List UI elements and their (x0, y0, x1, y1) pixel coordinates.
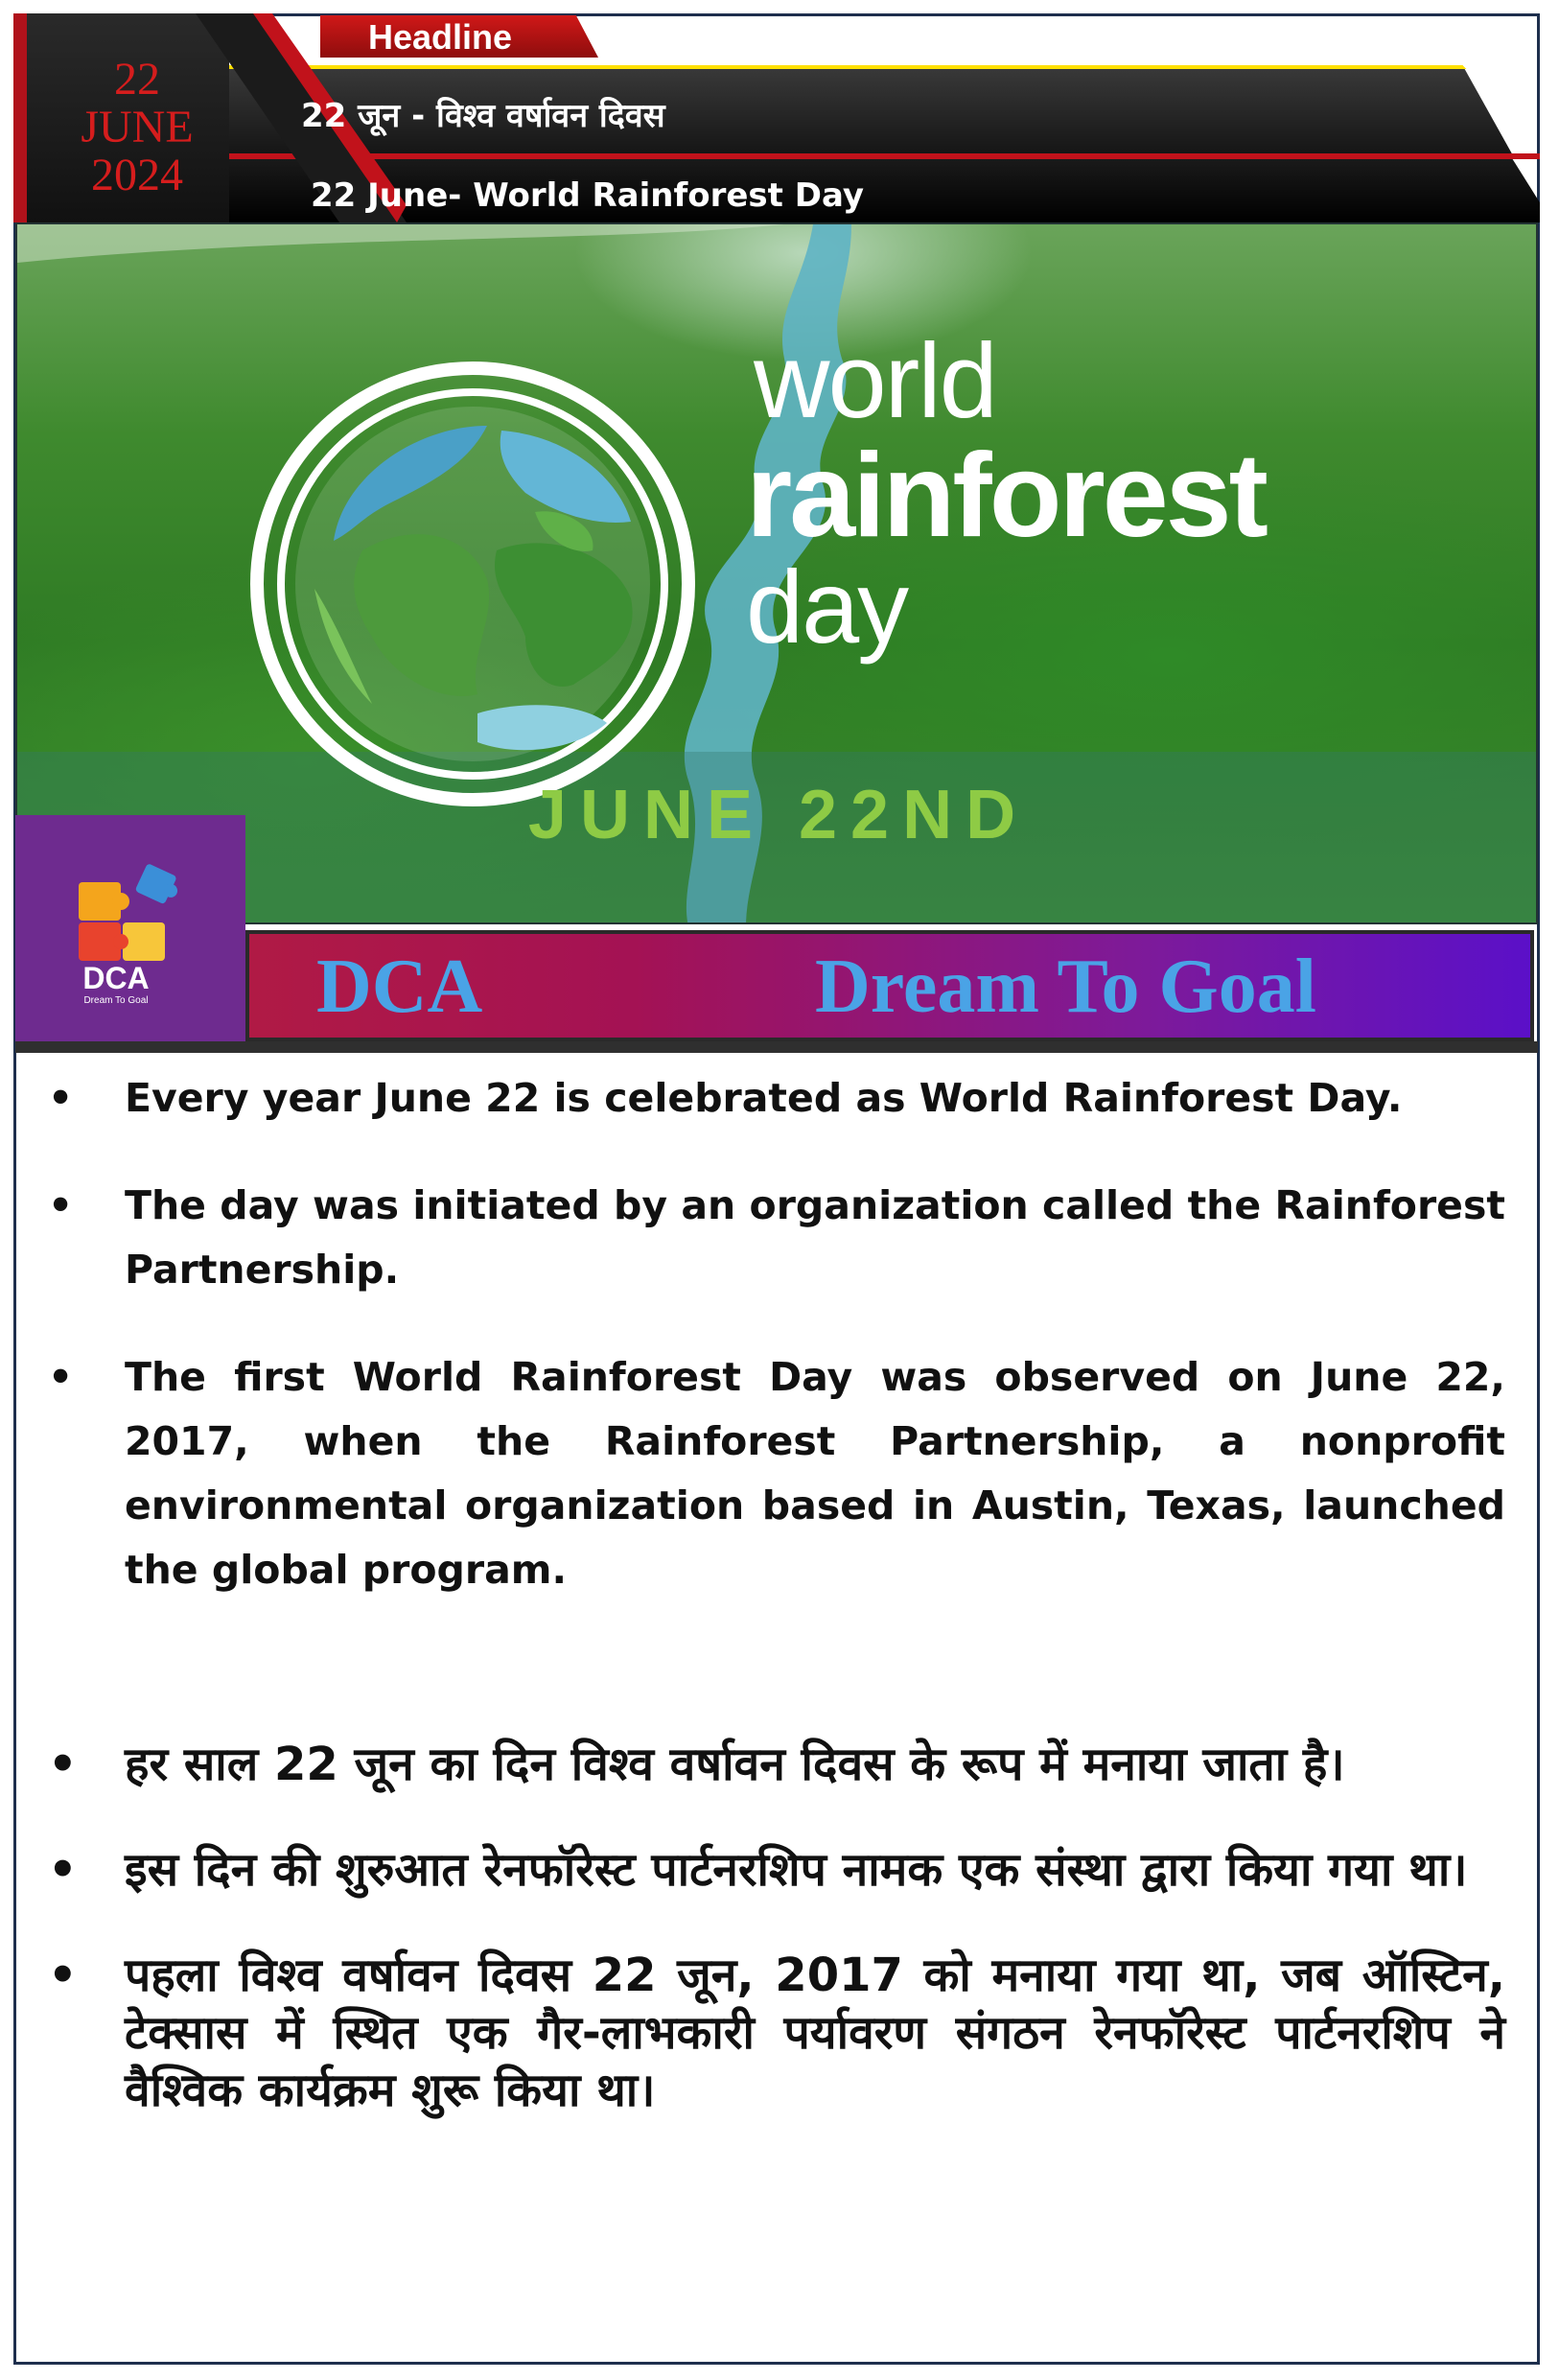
bullet-text: पहला विश्व वर्षावन दिवस 22 जून, 2017 को मनाया गया था, जब ऑस्टिन, टेक्सास में स्थित एक गैर-लाभकारी पर्यावरण संगठन रेनफॉरेस्ट पार्टनरशिप ने वैश्विक कार्यक्रम शुरू किया था। (125, 1948, 1505, 2117)
dca-logo (15, 815, 245, 1041)
banner-dca-text: DCA (316, 945, 483, 1029)
date-red-edge (13, 13, 27, 222)
bullet-text: इस दिन की शुरुआत रेनफॉरेस्ट पार्टनरशिप नामक एक संस्था द्वारा किया गया था। (125, 1843, 1468, 1897)
bullet-icon: • (48, 1075, 74, 1121)
date-text (27, 56, 247, 199)
list-item (38, 1066, 1505, 1131)
globe-logo-icon (247, 359, 698, 809)
section-divider (15, 1041, 1538, 1053)
bullet-text: Every year June 22 is celebrated as World Rainforest Day. (125, 1075, 1403, 1121)
bullet-text: हर साल 22 जून का दिन विश्व वर्षावन दिवस के रूप में मनाया जाता है। (125, 1738, 1345, 1791)
hero-date-text: JUNE 22ND (527, 777, 1030, 853)
title-bar-red-stripe (229, 153, 1540, 159)
bullet-icon: • (48, 1738, 78, 1791)
headline-label: Headline (367, 17, 513, 57)
list-item (38, 1174, 1505, 1302)
headline-header (13, 13, 1540, 222)
title-bar-yellow-edge (229, 65, 1514, 69)
logo-word-world: world (754, 322, 996, 440)
banner-slogan-text: Dream To Goal (815, 945, 1317, 1029)
list-item (38, 1947, 1505, 2119)
list-item (38, 1841, 1505, 1899)
bullet-text: The day was initiated by an organization called the Rainforest Partnership. (125, 1182, 1505, 1293)
bullet-icon: • (48, 1948, 78, 2002)
hindi-title: 22 जून - विश्व वर्षावन दिवस (301, 97, 665, 135)
bullet-icon: • (48, 1843, 78, 1897)
bullet-icon: • (48, 1354, 74, 1400)
bullet-text: The first World Rainforest Day was observed on June 22, 2017, when the Rainforest Partnership, a nonprofit environmental organization based in Austin, Texas, launched the global program. (125, 1354, 1505, 1593)
list-item (38, 1345, 1505, 1602)
dca-logo-tagline: Dream To Goal (83, 995, 149, 1006)
english-title: 22 June- World Rainforest Day (311, 176, 865, 215)
puzzle-pieces-icon (73, 853, 198, 968)
date-month: JUNE (81, 102, 194, 152)
list-item (38, 1736, 1505, 1793)
date-year: 2024 (91, 150, 183, 200)
date-day: 22 (114, 54, 160, 105)
dca-banner (245, 930, 1534, 1041)
dca-logo-text: DCA (82, 961, 150, 995)
logo-word-rainforest: rainforest (746, 430, 1266, 562)
logo-word-day: day (746, 548, 908, 665)
bullet-icon: • (48, 1182, 74, 1228)
english-bullet-list (38, 1066, 1505, 1645)
hindi-bullet-list (38, 1736, 1505, 2167)
